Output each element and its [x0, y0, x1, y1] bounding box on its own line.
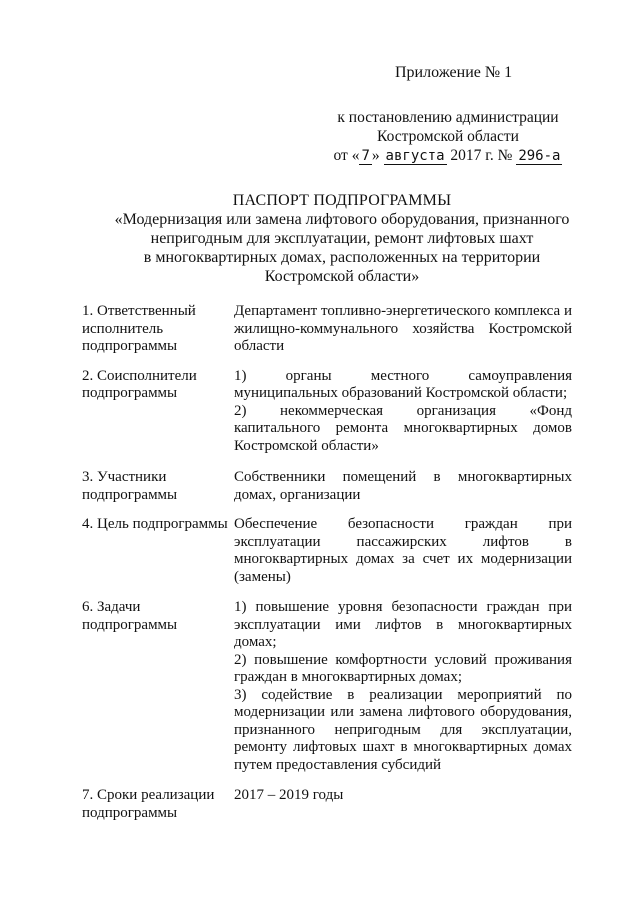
title-line-2: непригодным для эксплуатации, ремонт лифтовых шахт	[150, 230, 534, 247]
table-row	[82, 469, 572, 504]
date-day: 7	[361, 148, 370, 164]
date-year: 2017 г. №	[450, 147, 513, 164]
row-value	[234, 303, 572, 356]
passport-heading: ПАСПОРТ ПОДПРОГРАММЫ	[232, 192, 452, 209]
table-row	[82, 599, 572, 774]
decree-reference	[318, 108, 578, 166]
table-row	[82, 303, 572, 356]
row-label: 1. Ответственный исполнитель подпрограммы	[82, 303, 196, 354]
date-mid: »	[371, 147, 380, 164]
passport-table	[82, 303, 572, 822]
row-value	[234, 368, 572, 456]
value-paragraph: 2) некоммерческая организация «Фонд капитального ремонта многоквартирных домов Костромской области»	[234, 402, 572, 454]
value-paragraph: 2017 – 2019 годы	[234, 787, 344, 803]
row-label: 2. Соисполнители подпрограммы	[82, 367, 197, 401]
date-prefix: от «	[333, 147, 360, 164]
table-row	[82, 368, 572, 456]
decree-date	[318, 146, 578, 166]
value-paragraph: Департамент топливно-энергетического комплекса и жилищно-коммунального хозяйства Костромской области	[234, 303, 572, 354]
passport-title	[92, 191, 592, 286]
title-line-4: Костромской области»	[264, 268, 420, 285]
decree-number: 296-а	[518, 148, 561, 164]
row-value	[234, 469, 572, 504]
row-label: 6. Задачи подпрограммы	[82, 599, 178, 633]
value-paragraph: 2) повышение комфортности условий проживания граждан в многоквартирных домах;	[234, 651, 572, 685]
title-line-1: «Модернизация или замена лифтового оборудования, признанного	[114, 211, 570, 228]
table-row	[82, 516, 572, 586]
value-paragraph: 1) органы местного самоуправления муниципальных образований Костромской области;	[234, 367, 572, 401]
appendix-number: Приложение № 1	[395, 64, 513, 81]
row-label: 4. Цель подпрограммы	[82, 516, 228, 532]
row-label: 3. Участники подпрограммы	[82, 469, 178, 503]
value-paragraph: 1) повышение уровня безопасности граждан при эксплуатации ими лифтов в многоквартирных домах;	[234, 599, 572, 650]
row-label: 7. Сроки реализации подпрограммы	[82, 787, 215, 821]
value-paragraph: Собственники помещений в многоквартирных домах, организации	[234, 469, 572, 503]
table-row	[82, 787, 572, 822]
decree-line-2: Костромской области	[377, 128, 519, 145]
value-paragraph: Обеспечение безопасности граждан при эксплуатации пассажирских лифтов в многоквартирных домах за счет их модернизации (замены)	[234, 516, 572, 585]
date-month: августа	[385, 148, 445, 164]
value-paragraph: 3) содействие в реализации мероприятий по модернизации или замена лифтового оборудования, признанного непригодным для эксплуатации, ремонту лифтовых шахт в многоквартирных домах путем предоставления субсидий	[234, 686, 572, 773]
row-value	[234, 787, 572, 822]
title-line-3: в многоквартирных домах, расположенных на территории	[143, 249, 541, 266]
decree-line-1: к постановлению администрации	[337, 109, 559, 126]
row-value	[234, 599, 572, 774]
row-value	[234, 516, 572, 586]
